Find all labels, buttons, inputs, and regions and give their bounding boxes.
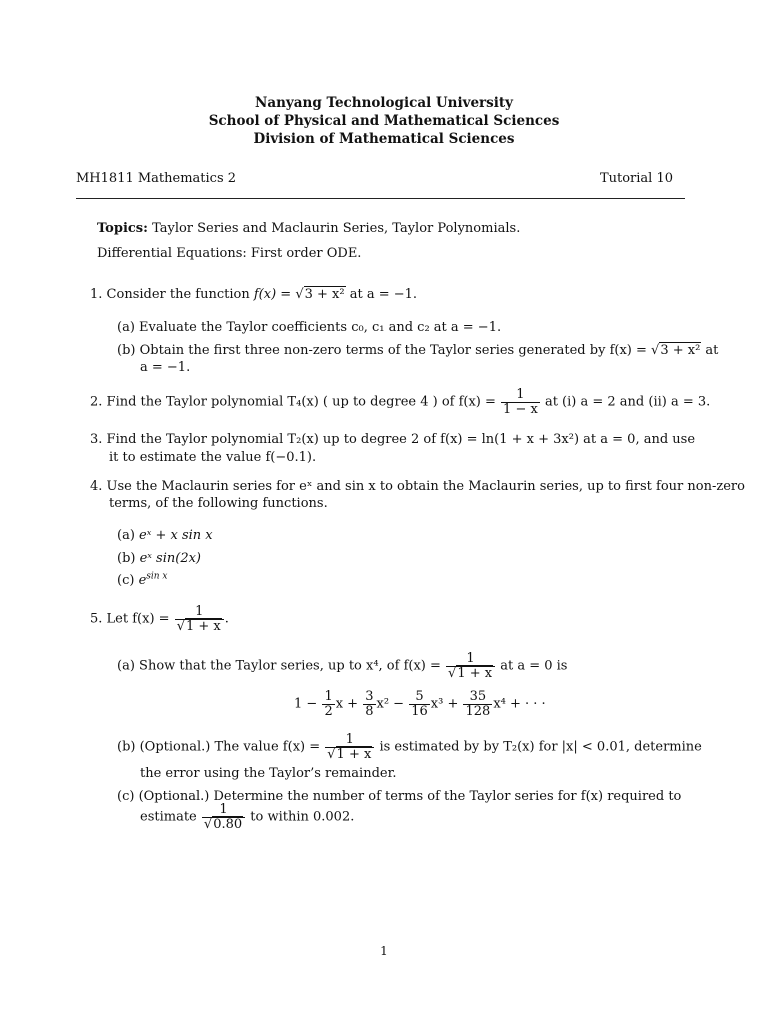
school-name: School of Physical and Mathematical Sciences (208, 113, 560, 129)
q3-line2: it to estimate the value f(−0.1). (109, 450, 317, 465)
q5c-numerator: 1 (202, 803, 245, 818)
q1b-line2: a = −1. (140, 360, 191, 375)
q4-number: 4. (90, 479, 103, 494)
question-5b (117, 733, 702, 761)
topics-text: Taylor Series and Maclaurin Series, Taylor Polynomials. (152, 221, 521, 236)
question-1b: (b) Obtain the first three non-zero terms of the Taylor series generated by f(x) = √3 + x² at (117, 343, 719, 358)
q4c-base: e (138, 573, 147, 588)
series-term-0: 1 − (294, 696, 318, 712)
question-3 (90, 432, 695, 447)
q1b-pre: Obtain the first three non-zero terms of the Taylor series generated by f(x) = (139, 343, 652, 358)
q5a-fraction: $\frac{1}{√1 + x}$ (446, 652, 495, 680)
question-5a (117, 652, 567, 680)
course-code: MH1811 Mathematics 2 (76, 171, 237, 186)
q4b-label: (b) (117, 551, 136, 566)
series-frac-1 (322, 690, 334, 718)
series-frac-3-den: 16 (411, 703, 428, 719)
q5b-fraction: $\frac{1}{√1 + x}$ (325, 733, 374, 761)
q5b-line2: the error using the Taylor’s remainder. (140, 766, 397, 781)
q3-line1: Find the Taylor polynomial T₂(x) up to degree 2 of f(x) = ln(1 + x + 3x²) at a = 0, and use (106, 432, 696, 447)
topics-line (97, 221, 520, 236)
q5c-fraction: $\frac{1}{√0.80}$ (202, 803, 245, 831)
q5c-line2 (140, 803, 354, 831)
series-term-1: x + (335, 696, 359, 712)
q5b-numerator: 1 (325, 733, 374, 748)
q1-number: 1. (90, 287, 103, 302)
q4-line2: terms, of the following functions. (109, 496, 328, 511)
q3-number: 3. (90, 432, 103, 447)
q4c-label: (c) (117, 573, 135, 588)
q4a-label: (a) (117, 528, 135, 543)
q4a-text: eˣ + x sin x (139, 528, 213, 543)
series-frac-4 (463, 690, 492, 718)
series-frac-2-den: 8 (365, 703, 374, 719)
series-frac-3-num: 5 (409, 690, 430, 705)
q1b-label: (b) (117, 343, 136, 358)
division-name: Division of Mathematical Sciences (253, 131, 515, 147)
q2-fraction (501, 388, 540, 416)
series-frac-2-num: 3 (365, 689, 374, 704)
q5c-post: to within 0.002. (246, 809, 355, 825)
header-rule (76, 198, 685, 199)
question-4c (117, 573, 168, 588)
q2-post: at (i) a = 2 and (ii) a = 3. (540, 394, 711, 410)
q5-pre: Let f(x) = (106, 611, 174, 627)
question-4 (90, 479, 745, 494)
topics-label: Topics: (97, 221, 148, 236)
q5c-radicand: 0.80 (213, 816, 243, 832)
series-frac-1-den: 2 (324, 703, 333, 719)
q5c-pre: estimate (140, 809, 197, 825)
q1b-radicand: 3 + x² (660, 343, 701, 358)
q5a-post: at a = 0 is (496, 658, 568, 674)
taylor-series-expression (294, 690, 546, 718)
q5b-pre: (Optional.) The value f(x) = (139, 739, 325, 755)
series-frac-3 (409, 690, 430, 718)
q1-pre: Consider the function (106, 287, 250, 302)
q5a-radicand: 1 + x (457, 665, 493, 681)
question-4b (117, 551, 201, 566)
q5b-radicand: 1 + x (336, 746, 372, 762)
series-term-2: x² − (376, 696, 405, 712)
page-number: 1 (380, 944, 388, 958)
question-5c (117, 789, 681, 804)
q5b-label: (b) (117, 739, 136, 755)
q1a-label: (a) (117, 320, 135, 335)
question-2 (90, 388, 710, 416)
q2-denominator: 1 − x (503, 401, 538, 417)
series-term-4: x⁴ + · · · (493, 696, 546, 712)
q5a-pre: Show that the Taylor series, up to x⁴, of f(x) = (139, 658, 446, 674)
tutorial-number: Tutorial 10 (599, 171, 673, 186)
q5c-label: (c) (117, 789, 135, 804)
q5b-post: is estimated by by T₂(x) for |x| < 0.01, determine (375, 739, 702, 755)
q5-post: . (224, 611, 229, 627)
q5-number: 5. (90, 611, 103, 627)
series-term-3: x³ + (430, 696, 459, 712)
q1-radicand: 3 + x² (304, 287, 345, 302)
question-5 (90, 605, 229, 633)
series-frac-1-num: 1 (324, 689, 333, 704)
q1-post: at a = −1. (345, 287, 418, 302)
q2-pre: Find the Taylor polynomial T₄(x) ( up to degree 4 ) of f(x) = (106, 394, 501, 410)
q4b-text: eˣ sin(2x) (139, 551, 201, 566)
q1-func: f(x) = (253, 287, 296, 302)
q4c-exponent: sin x (146, 571, 168, 582)
q5c-line1: (Optional.) Determine the number of terms of the Taylor series for f(x) required to (138, 789, 682, 804)
topics-line2: Differential Equations: First order ODE. (97, 246, 362, 261)
university-name: Nanyang Technological University (255, 95, 513, 111)
series-frac-2 (363, 690, 375, 718)
series-frac-4-den: 128 (465, 703, 491, 719)
q5-numerator: 1 (175, 605, 224, 620)
q1b-post: at (701, 343, 719, 358)
series-frac-4-num: 35 (463, 690, 492, 705)
q1a-text: Evaluate the Taylor coefficients c₀, c₁ and c₂ at a = −1. (139, 320, 502, 335)
question-4a (117, 528, 213, 543)
q5-radicand: 1 + x (185, 618, 221, 634)
q5a-numerator: 1 (446, 652, 495, 667)
question-1a (117, 320, 501, 335)
q4-line1: Use the Maclaurin series for eˣ and sin x to obtain the Maclaurin series, up to first four non-zero (106, 479, 745, 494)
q5-fraction: $\frac{1}{√1 + x}$ (175, 605, 224, 633)
question-1: 1. Consider the function f(x) = √3 + x² at a = −1. (90, 287, 418, 302)
q2-number: 2. (90, 394, 103, 410)
q2-numerator: 1 (501, 388, 540, 403)
q5a-label: (a) (117, 658, 135, 674)
